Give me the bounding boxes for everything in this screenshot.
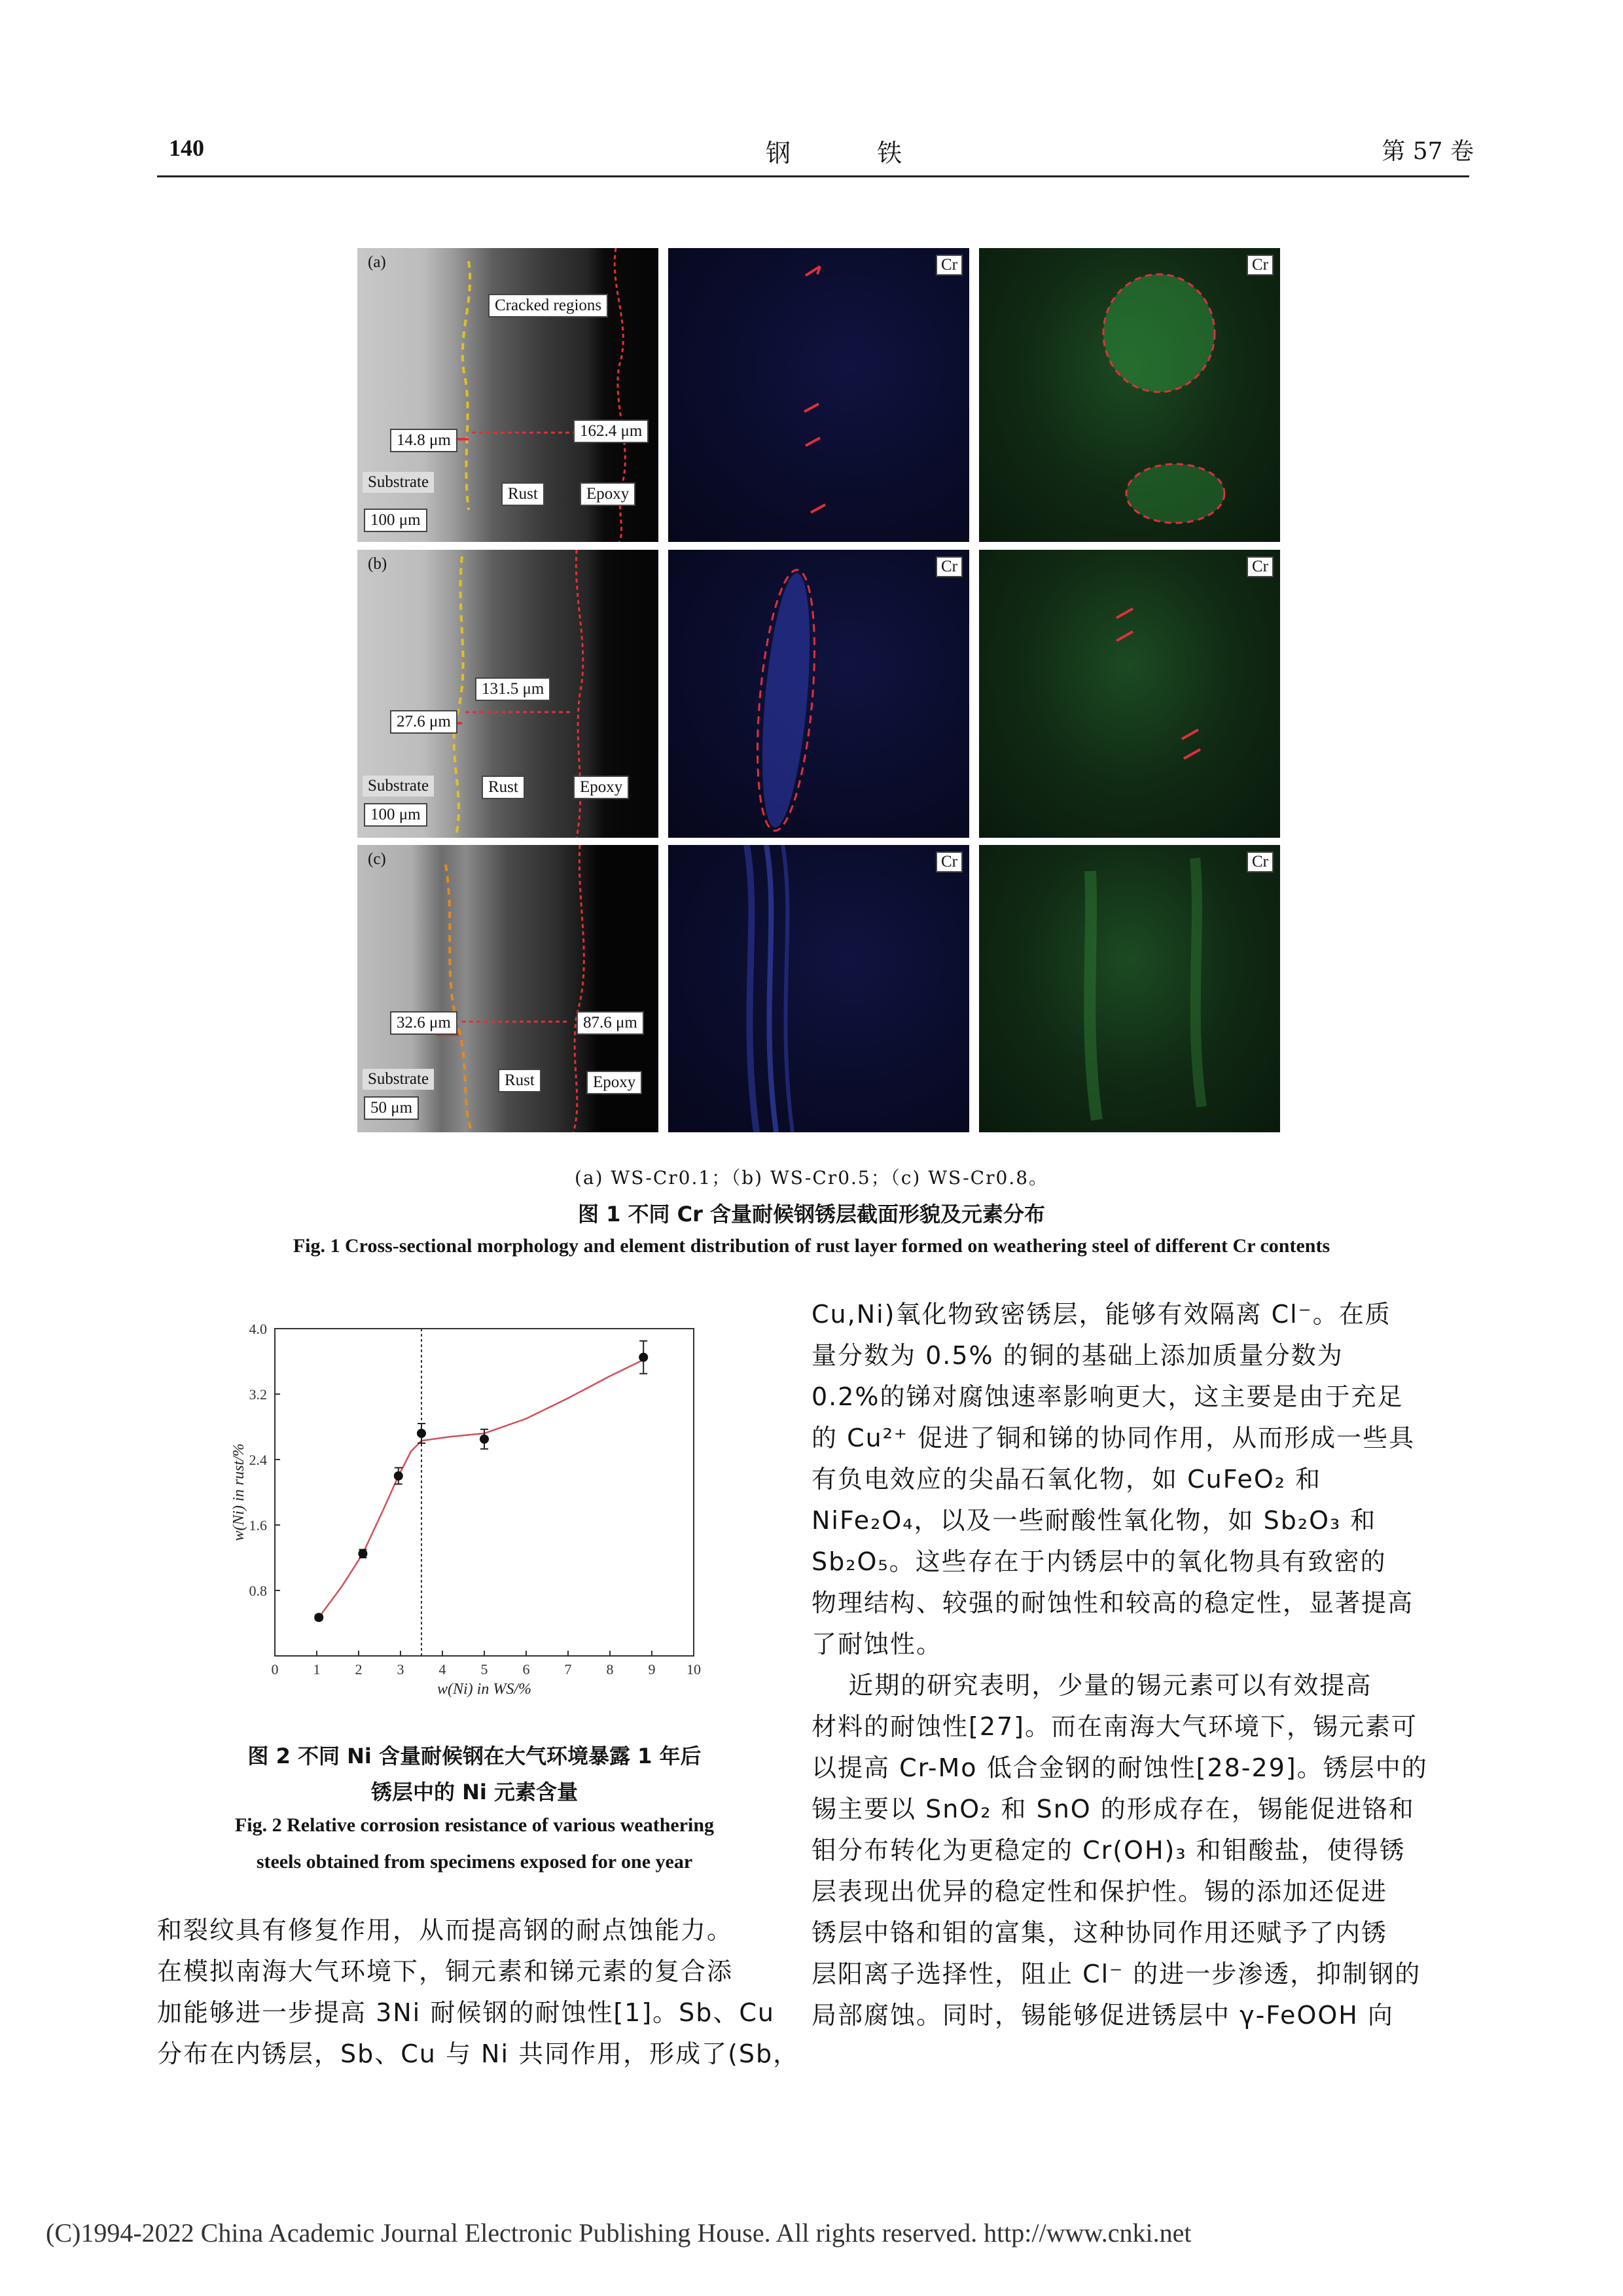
epoxy-label-a: Epoxy (580, 482, 635, 506)
cr-map-green-b (979, 550, 1280, 838)
inner-thickness-a: 14.8 μm (390, 429, 457, 452)
panel-tag-c: (c) (368, 850, 386, 868)
text-line: 以提高 Cr-Mo 低合金钢的耐蚀性[28-29]。锈层中的 (812, 1753, 1428, 1782)
text-line: Cu,Ni)氧化物致密锈层，能够有效隔离 Cl⁻。在质 (812, 1300, 1391, 1329)
data-point (358, 1549, 367, 1558)
x-tick-label: 3 (397, 1661, 404, 1677)
cr-map-blue-a (668, 248, 969, 542)
figure2-caption-cn-2: 锈层中的 Ni 元素含量 (370, 1780, 579, 1804)
x-tick-label: 2 (355, 1661, 363, 1677)
text-line: 物理结构、较强的耐蚀性和较高的稳定性，显著提高 (812, 1588, 1414, 1617)
figure2-caption-en-1: Fig. 2 Relative corrosion resistance of various weathering (234, 1814, 715, 1836)
cr-map-blue-b (668, 550, 969, 838)
text-line: 在模拟南海大气环境下，铜元素和锑元素的复合添 (157, 1957, 734, 1986)
copyright-footer: (C)1994-2022 China Academic Journal Electronic Publishing House. All rights reserved. http://www.cnki.net (46, 2218, 1192, 2248)
outer-thickness-c: 87.6 μm (577, 1011, 644, 1035)
epoxy-label-b: Epoxy (573, 776, 629, 799)
substrate-label-c: Substrate (363, 1069, 434, 1090)
sem-panel-a (357, 248, 658, 542)
cracked-regions-label: Cracked regions (488, 294, 608, 317)
cr-label: Cr (1247, 852, 1274, 872)
x-tick-label: 5 (480, 1661, 488, 1677)
text-line: 锈层中铬和钼的富集，这种协同作用还赋予了内锈 (812, 1918, 1388, 1947)
figure2-caption-cn-1: 图 2 不同 Ni 含量耐候钢在大气环境暴露 1 年后 (247, 1744, 702, 1768)
data-point (480, 1435, 489, 1444)
x-axis-label: w(Ni) in WS/% (437, 1681, 531, 1698)
data-point (314, 1613, 323, 1622)
figure2-caption-en-2: steels obtained from specimens exposed for one year (256, 1851, 693, 1873)
cr-label: Cr (1247, 556, 1274, 577)
x-tick-label: 9 (648, 1661, 656, 1677)
text-line: 的 Cu²⁺ 促进了铜和锑的协同作用，从而形成一些具 (812, 1424, 1416, 1452)
bands-green-c (979, 845, 1280, 1132)
x-tick-label: 6 (522, 1661, 530, 1677)
cr-label: Cr (936, 556, 963, 577)
arrows-a (668, 248, 969, 542)
scale-bar-c: 50 μm (364, 1096, 419, 1120)
text-line: 有负电效应的尖晶石氧化物，如 CuFeO₂ 和 (812, 1465, 1322, 1494)
left-column-text (157, 1910, 805, 2075)
cr-map-green-a (979, 248, 1280, 542)
y-tick-label: 2.4 (249, 1452, 267, 1468)
regions-b (668, 550, 969, 838)
y-tick-label: 0.8 (249, 1583, 267, 1599)
journal-title: 钢 铁 (766, 139, 942, 168)
text-line: 近期的研究表明，少量的锡元素可以有效提高 (812, 1671, 1372, 1700)
text-line: 材料的耐蚀性[27]。而在南海大气环境下，锡元素可 (812, 1712, 1418, 1741)
text-line: 锡主要以 SnO₂ 和 SnO 的形成存在，锡能促进铬和 (812, 1795, 1415, 1823)
substrate-label-a: Substrate (363, 472, 434, 493)
sem-panel-b (357, 550, 658, 838)
figure1-caption-en: Fig. 1 Cross-sectional morphology and element distribution of rust layer formed on weathering steel of different Cr contents (293, 1235, 1330, 1257)
cr-label: Cr (936, 852, 963, 872)
data-point (639, 1353, 648, 1362)
cr-label: Cr (936, 255, 963, 276)
figure2-chart (229, 1316, 720, 1721)
page-number: 140 (169, 135, 204, 161)
volume-label: 第 57 卷 (1382, 138, 1474, 165)
substrate-label-b: Substrate (363, 776, 434, 797)
text-line: 层阳离子选择性，阻止 Cl⁻ 的进一步渗透，抑制钢的 (812, 1960, 1421, 1988)
panel-tag-b: (b) (368, 555, 387, 573)
figure1-subcaption: (a) WS-Cr0.1；（b) WS-Cr0.5；（c) WS-Cr0.8。 (574, 1167, 1049, 1189)
x-tick-label: 10 (687, 1661, 701, 1677)
x-tick-label: 4 (438, 1661, 446, 1677)
text-line: 0.2%的锑对腐蚀速率影响更大，这主要是由于充足 (812, 1382, 1404, 1411)
rust-label-c: Rust (498, 1069, 541, 1092)
cr-map-green-c (979, 845, 1280, 1132)
arrows-b (979, 550, 1280, 838)
y-tick-label: 1.6 (249, 1517, 267, 1534)
text-line: 加能够进一步提高 3Ni 耐候钢的耐蚀性[1]。Sb、Cu (157, 1998, 776, 2027)
sem-panel-c (357, 845, 658, 1132)
cr-label: Cr (1247, 255, 1274, 276)
x-tick-label: 7 (564, 1661, 572, 1677)
bands-c (668, 845, 969, 1132)
data-point (394, 1471, 403, 1480)
text-line: 了耐蚀性。 (812, 1630, 943, 1659)
cr-map-blue-c (668, 845, 969, 1132)
regions-a (979, 248, 1280, 542)
inner-thickness-b: 27.6 μm (390, 710, 457, 734)
text-line: 局部腐蚀。同时，锡能够促进锈层中 γ-FeOOH 向 (812, 2001, 1394, 2030)
text-line: 层表现出优异的稳定性和保护性。锡的添加还促进 (812, 1877, 1388, 1906)
text-line: 钼分布转化为更稳定的 Cr(OH)₃ 和钼酸盐，使得锈 (812, 1836, 1406, 1865)
x-tick-label: 8 (606, 1661, 614, 1677)
text-line: 量分数为 0.5% 的铜的基础上添加质量分数为 (812, 1341, 1344, 1370)
text-line: 分布在内锈层，Sb、Cu 与 Ni 共同作用，形成了(Sb， (157, 2039, 800, 2068)
rust-label-b: Rust (482, 776, 525, 799)
figure-1 (357, 248, 1280, 1132)
y-axis-label: w(Ni) in rust/% (230, 1443, 247, 1541)
y-tick-label: 3.2 (249, 1386, 267, 1403)
epoxy-label-c: Epoxy (586, 1071, 642, 1094)
inner-thickness-c: 32.6 μm (390, 1011, 457, 1035)
text-line: 和裂纹具有修复作用，从而提高钢的耐点蚀能力。 (157, 1916, 734, 1945)
scale-bar-b: 100 μm (364, 803, 427, 827)
x-tick-label: 1 (313, 1661, 321, 1677)
plot-frame (275, 1329, 694, 1656)
x-tick-label: 0 (271, 1661, 279, 1677)
outer-thickness-a: 162.4 μm (573, 420, 649, 443)
text-line: Sb₂O₅。这些存在于内锈层中的氧化物具有致密的 (812, 1547, 1387, 1576)
outer-thickness-b: 131.5 μm (475, 677, 550, 701)
y-tick-label: 4.0 (249, 1321, 267, 1337)
scale-bar-a: 100 μm (364, 509, 427, 532)
header-rule (157, 175, 1469, 177)
rust-label-a: Rust (501, 482, 544, 506)
right-column-text (812, 1294, 1472, 2036)
data-point (417, 1429, 426, 1438)
figure1-caption-cn: 图 1 不同 Cr 含量耐候钢锈层截面形貌及元素分布 (577, 1202, 1046, 1227)
text-line: NiFe₂O₄，以及一些耐酸性氧化物，如 Sb₂O₃ 和 (812, 1506, 1377, 1535)
panel-tag-a: (a) (368, 253, 386, 271)
